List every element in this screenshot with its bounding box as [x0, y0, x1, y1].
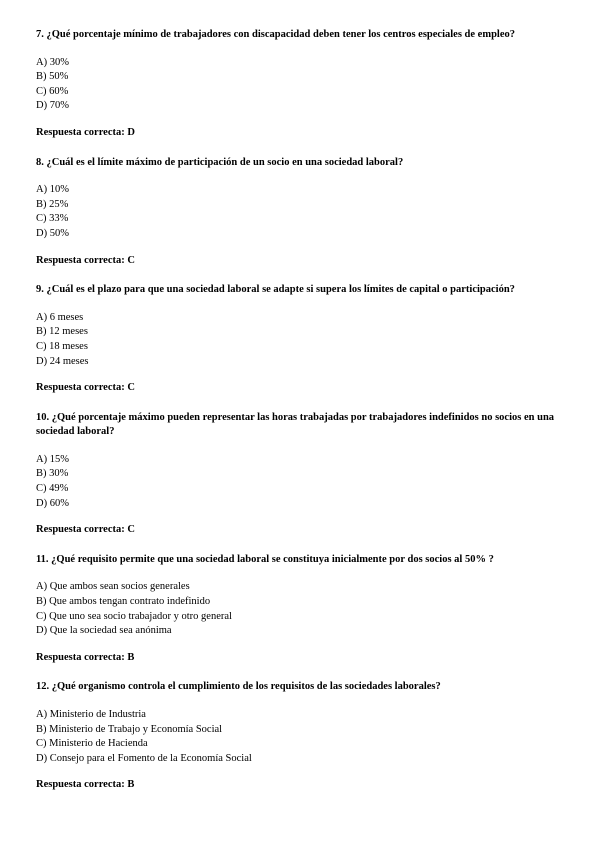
correct-answer: Respuesta correcta: C: [36, 254, 135, 266]
option-list: [36, 183, 568, 241]
correct-answer: Respuesta correcta: B: [36, 651, 135, 663]
question-title: 10. ¿Qué porcentaje máximo pueden representar las horas trabajadas por trabajadores indefinidos no socios en una sociedad laboral?: [36, 411, 555, 438]
option-list: [36, 56, 568, 114]
option-b: B) 25%: [36, 198, 69, 210]
option-b: B) 50%: [36, 71, 69, 83]
option-c: C) Que uno sea socio trabajador y otro general: [36, 610, 232, 622]
question-8: [36, 156, 568, 269]
question-12: [36, 680, 568, 793]
option-a: A) 10%: [36, 184, 69, 196]
option-b: B) 12 meses: [36, 326, 88, 338]
question-title: 7. ¿Qué porcentaje mínimo de trabajadores con discapacidad deben tener los centros especiales de empleo?: [36, 29, 515, 40]
question-title: 9. ¿Cuál es el plazo para que una sociedad laboral se adapte si supera los límites de capital o participación?: [36, 284, 515, 296]
question-7: [36, 28, 568, 141]
option-a: A) 15%: [36, 453, 69, 465]
option-a: A) 30%: [36, 56, 69, 68]
option-list: [36, 580, 568, 638]
correct-answer: Respuesta correcta: B: [36, 779, 135, 791]
question-11: [36, 553, 568, 666]
question-title: 8. ¿Cuál es el límite máximo de participación de un socio en una sociedad laboral?: [36, 156, 404, 168]
question-title: 11. ¿Qué requisito permite que una sociedad laboral se constituya inicialmente por dos socios al 50% ?: [36, 553, 494, 565]
correct-answer: Respuesta correcta: D: [36, 126, 135, 138]
option-a: A) Que ambos sean socios generales: [36, 581, 190, 593]
option-a: A) 6 meses: [36, 311, 84, 323]
option-d: D) 24 meses: [36, 355, 89, 367]
option-a: A) Ministerio de Industria: [36, 709, 146, 720]
option-c: C) 60%: [36, 85, 69, 97]
option-list: [36, 453, 568, 511]
option-d: D) 70%: [36, 100, 69, 112]
document-page: [36, 28, 568, 793]
option-d: D) 50%: [36, 227, 69, 239]
option-c: C) 33%: [36, 213, 69, 225]
option-d: D) Que la sociedad sea anónima: [36, 625, 172, 637]
option-b: B) Que ambos tengan contrato indefinido: [36, 596, 211, 608]
option-c: C) Ministerio de Hacienda: [36, 738, 148, 750]
option-d: D) 60%: [36, 497, 69, 509]
option-list: [36, 708, 568, 766]
option-b: B) Ministerio de Trabajo y Economía Social: [36, 723, 223, 735]
correct-answer: Respuesta correcta: C: [36, 382, 135, 394]
option-c: C) 18 meses: [36, 340, 88, 352]
option-d: D) Consejo para el Fomento de la Economía Social: [36, 752, 252, 764]
question-10: [36, 411, 568, 538]
question-title: 12. ¿Qué organismo controla el cumplimiento de los requisitos de las sociedades laborales?: [36, 681, 441, 693]
question-9: [36, 283, 568, 396]
correct-answer: Respuesta correcta: C: [36, 524, 135, 536]
option-list: [36, 311, 568, 369]
option-b: B) 30%: [36, 468, 69, 480]
option-c: C) 49%: [36, 483, 69, 495]
